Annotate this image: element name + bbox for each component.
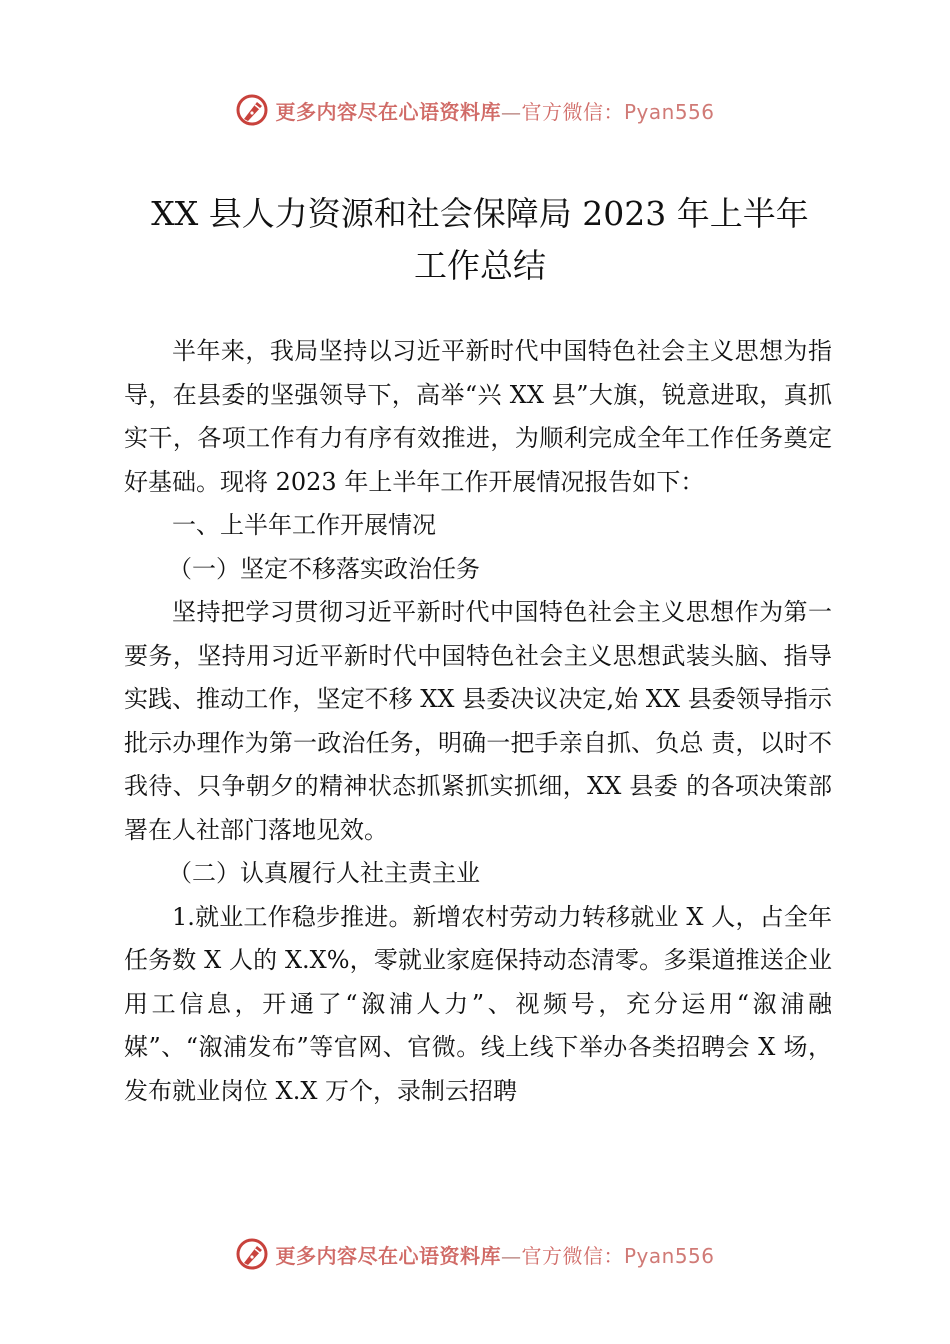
subsection-heading-1: （一）坚定不移落实政治任务 <box>168 554 480 583</box>
paragraph-political-tasks: 坚持把学习贯彻习近平新时代中国特色社会主义思想作为第一要务，坚持用习近平新时代中国特色社会主义思想武装头脑、指导实践、推动工作，坚定不移 XX 县委决议决定,始 XX 县委领导指示批示办理作为第一政治任务，明确一把手亲自抓、负总 责，以时不我待、只争朝夕的精神状态抓紧抓实抓细，XX 县委 的各项决策部署在人社部门落地见效。 <box>124 598 832 844</box>
banner-text <box>275 1240 714 1269</box>
banner-wechat-id: Pyan556 <box>623 1243 715 1268</box>
paragraph-intro: 半年来，我局坚持以习近平新时代中国特色社会主义思想为指导，在县委的坚强领导下，高举“兴 XX 县”大旗，锐意进取，真抓实干，各项工作有力有序有效推进，为顺利完成全年工作任务奠定好基础。现将 2023 年上半年工作开展情况报告如下： <box>124 337 832 496</box>
header-banner <box>0 88 950 132</box>
banner-wechat-label: 官方微信： <box>521 99 624 124</box>
banner-brand: 更多内容尽在心语资料库 <box>275 1243 501 1268</box>
document-title <box>120 188 840 292</box>
document-body <box>124 330 832 1113</box>
banner-brand: 更多内容尽在心语资料库 <box>275 99 501 124</box>
section-heading-1: 一、上半年工作开展情况 <box>172 511 436 539</box>
banner-text <box>275 96 714 125</box>
banner-wechat-label: 官方微信： <box>521 1243 624 1268</box>
title-line-2: 工作总结 <box>414 246 546 285</box>
banner-dash: — <box>500 99 522 124</box>
banner-dash: — <box>500 1243 522 1268</box>
pen-nib-logo-icon <box>235 1237 269 1271</box>
pen-nib-logo-icon <box>235 93 269 127</box>
title-line-1: XX 县人力资源和社会保障局 2023 年上半年 <box>151 194 809 233</box>
banner-wechat-id: Pyan556 <box>623 99 715 124</box>
subsection-heading-2: （二）认真履行人社主责主业 <box>168 859 480 887</box>
footer-banner <box>0 1232 950 1276</box>
paragraph-employment: 1.就业工作稳步推进。新增农村劳动力转移就业 X 人，占全年任务数 X 人的 X.X%，零就业家庭保持动态清零。多渠道推送企业用工信息，开通了“溆浦人力”、视频号，充分运用“溆浦融媒”、“溆浦发布”等官网、官微。线上线下举办各类招聘会 X 场，发布就业岗位 X.X 万个，录制云招聘 <box>124 902 832 1105</box>
